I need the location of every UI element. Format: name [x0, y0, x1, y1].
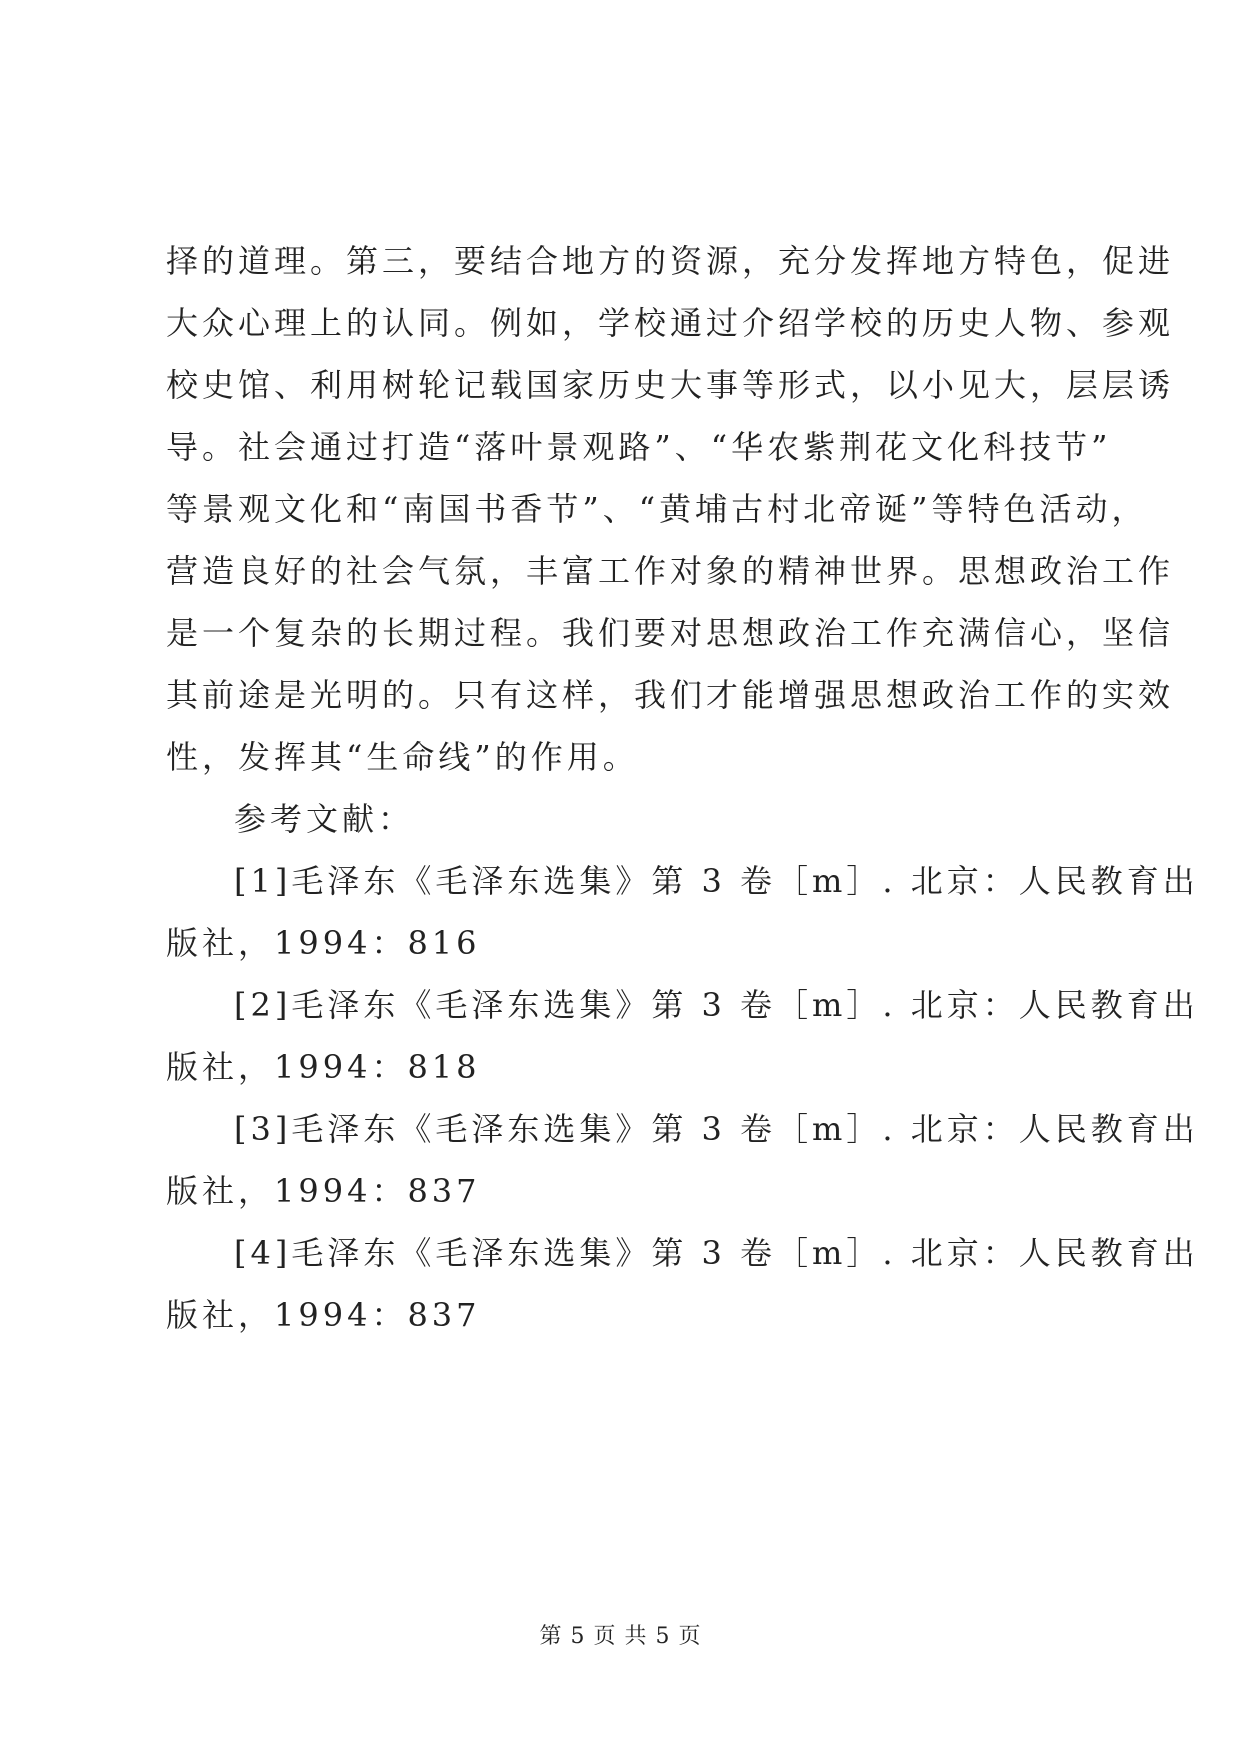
reference-3-line1: [3]毛泽东《毛泽东选集》第 3 卷［m］. 北京：人民教育出 — [234, 1110, 1199, 1148]
paragraph-line: 营造良好的社会气氛，丰富工作对象的精神世界。思想政治工作 — [166, 552, 1175, 590]
reference-1-line2: 版社，1994：816 — [166, 924, 481, 962]
paragraph-line: 大众心理上的认同。例如，学校通过介绍学校的历史人物、参观 — [166, 304, 1175, 342]
page-footer — [0, 1622, 1241, 1652]
paragraph-line: 导。社会通过打造“落叶景观路”、“华农紫荆花文化科技节” — [166, 428, 1112, 466]
reference-4-line1: [4]毛泽东《毛泽东选集》第 3 卷［m］. 北京：人民教育出 — [234, 1234, 1199, 1272]
reference-1-line1: [1]毛泽东《毛泽东选集》第 3 卷［m］. 北京：人民教育出 — [234, 862, 1199, 900]
reference-4-line2: 版社，1994：837 — [166, 1296, 481, 1334]
reference-2-line1: [2]毛泽东《毛泽东选集》第 3 卷［m］. 北京：人民教育出 — [234, 986, 1199, 1024]
paragraph-line: 择的道理。第三，要结合地方的资源，充分发挥地方特色，促进 — [166, 242, 1175, 280]
paragraph-line: 等景观文化和“南国书香节”、“黄埔古村北帝诞”等特色活动， — [166, 490, 1148, 528]
reference-2-line2: 版社，1994：818 — [166, 1048, 481, 1086]
paragraph-line: 是一个复杂的长期过程。我们要对思想政治工作充满信心，坚信 — [166, 614, 1175, 652]
paragraph-line: 校史馆、利用树轮记载国家历史大事等形式，以小见大，层层诱 — [166, 366, 1175, 404]
paragraph-line: 其前途是光明的。只有这样，我们才能增强思想政治工作的实效 — [166, 676, 1175, 714]
page-number: 第 5 页 共 5 页 — [539, 1624, 702, 1649]
body-text — [166, 230, 1199, 1346]
references-heading: 参考文献： — [234, 800, 415, 838]
reference-3-line2: 版社，1994：837 — [166, 1172, 481, 1210]
paragraph-line: 性，发挥其“生命线”的作用。 — [166, 738, 639, 776]
